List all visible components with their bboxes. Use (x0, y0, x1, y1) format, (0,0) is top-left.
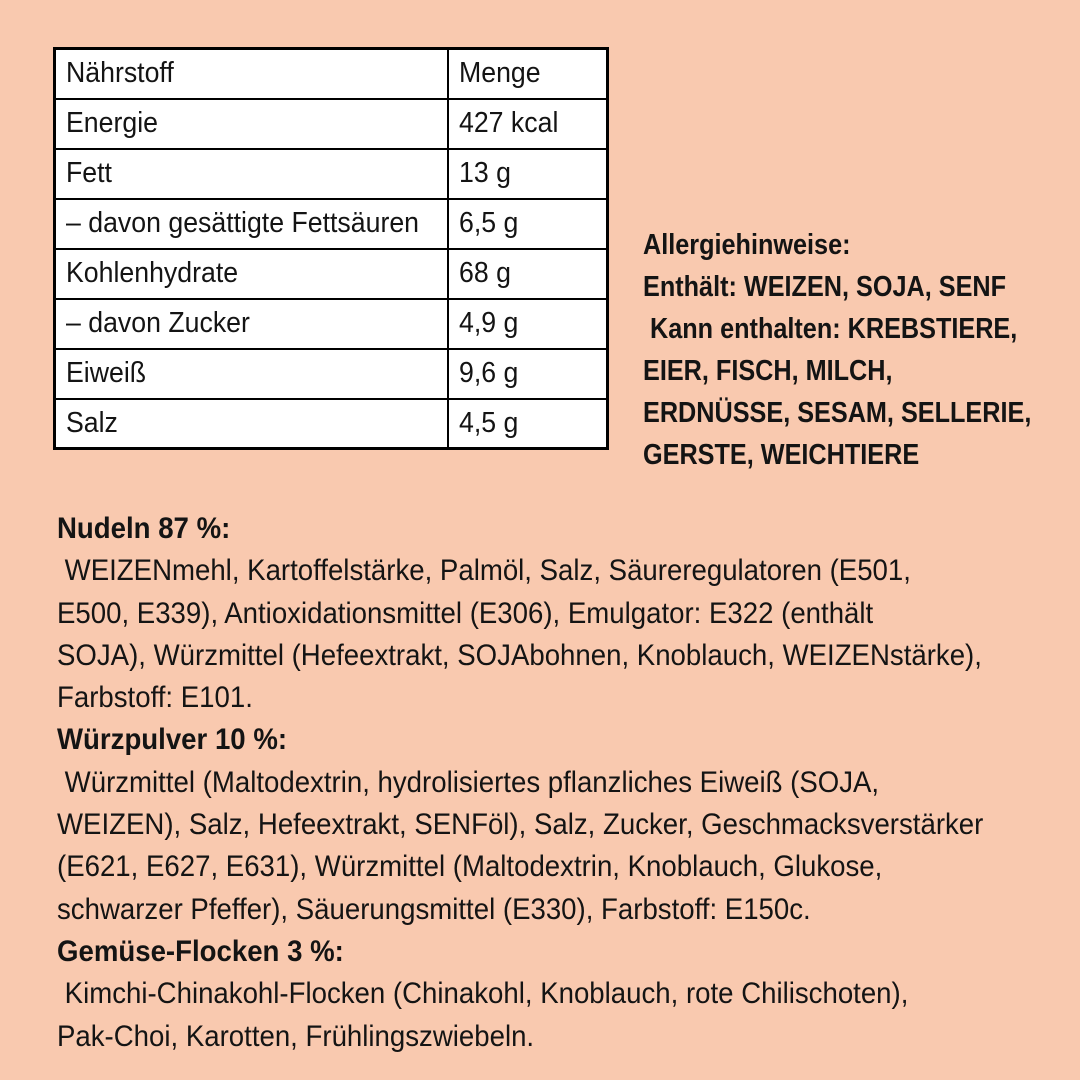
nutrient-cell (55, 349, 448, 399)
amount-cell (448, 399, 608, 449)
ingredients-list (57, 508, 1047, 1058)
ingredient-line: WEIZENmehl, Kartoffelstärke, Palmöl, Salz, Säureregulatoren (E501, (57, 554, 911, 588)
column-header-amount (448, 49, 608, 99)
nutrient-name: Eiweiß (66, 357, 147, 389)
nutrient-name: Kohlenhydrate (66, 257, 239, 289)
table-row-salz (55, 399, 608, 449)
table-header-row (55, 49, 608, 99)
ingredient-section-title-nudeln: Nudeln 87 %: (57, 512, 231, 545)
nutrient-name: – davon gesättigte Fettsäuren (66, 207, 420, 239)
amount-cell (448, 349, 608, 399)
nutrient-name: Energie (66, 107, 158, 139)
table-row-eiweiss (55, 349, 608, 399)
nutrient-cell (55, 149, 448, 199)
amount-value: 13 g (458, 157, 511, 189)
ingredient-line: Farbstoff: E101. (57, 681, 253, 715)
allergy-heading: Allergiehinweise: (643, 229, 851, 261)
table-row-fett (55, 149, 608, 199)
ingredient-line: Kimchi-Chinakohl-Flocken (Chinakohl, Knoblauch, rote Chilischoten), (57, 977, 909, 1011)
allergy-may-contain-line: ERDNÜSSE, SESAM, SELLERIE, (643, 397, 1032, 429)
ingredient-line: WEIZEN), Salz, Hefeextrakt, SENFöl), Salz, Zucker, Geschmacksverstärker (57, 808, 984, 842)
nutrient-cell (55, 399, 448, 449)
amount-value: 427 kcal (458, 107, 558, 139)
allergy-may-contain-line: Kann enthalten: KREBSTIERE, (643, 313, 1018, 345)
amount-cell (448, 249, 608, 299)
amount-value: 4,9 g (458, 307, 518, 339)
table-row-gesaettigte-fettsaeuren (55, 199, 608, 249)
nutrient-name: Salz (66, 406, 118, 439)
nutrient-name: – davon Zucker (66, 307, 250, 339)
ingredient-line: SOJA), Würzmittel (Hefeextrakt, SOJAbohnen, Knoblauch, WEIZENstärke), (57, 638, 982, 672)
amount-cell (448, 199, 608, 249)
ingredient-line: schwarzer Pfeffer), Säuerungsmittel (E330), Farbstoff: E150c. (57, 892, 811, 926)
ingredient-line: Würzmittel (Maltodextrin, hydrolisiertes pflanzliches Eiweiß (SOJA, (57, 765, 880, 799)
amount-value: 4,5 g (458, 406, 518, 439)
allergy-notice (643, 224, 1080, 476)
table-row-zucker (55, 299, 608, 349)
table-row-energie (55, 99, 608, 149)
amount-cell (448, 299, 608, 349)
nutrient-cell (55, 299, 448, 349)
column-header-nutrient (55, 49, 448, 99)
allergy-may-contain-line: GERSTE, WEICHTIERE (643, 439, 920, 471)
allergy-contains-line: Enthält: WEIZEN, SOJA, SENF (643, 271, 1007, 303)
nutrient-cell (55, 249, 448, 299)
table-row-kohlenhydrate (55, 249, 608, 299)
nutrient-cell (55, 199, 448, 249)
amount-cell (448, 99, 608, 149)
ingredient-line: E500, E339), Antioxidationsmittel (E306), Emulgator: E322 (enthält (57, 596, 874, 630)
column-header-nutrient-label: Nährstoff (66, 57, 174, 90)
ingredient-line: Pak-Choi, Karotten, Frühlingszwiebeln. (57, 1019, 535, 1053)
amount-value: 68 g (458, 257, 511, 289)
ingredient-line: (E621, E627, E631), Würzmittel (Maltodextrin, Knoblauch, Glukose, (57, 850, 883, 884)
ingredient-section-title-gemuese-flocken: Gemüse-Flocken 3 %: (57, 934, 344, 968)
allergy-may-contain-line: EIER, FISCH, MILCH, (643, 355, 893, 387)
ingredient-section-title-wuerzpulver: Würzpulver 10 %: (57, 723, 288, 757)
amount-value: 9,6 g (458, 357, 518, 389)
nutrition-table (53, 47, 609, 450)
amount-cell (448, 149, 608, 199)
amount-value: 6,5 g (458, 207, 518, 239)
nutrient-cell (55, 99, 448, 149)
nutrient-name: Fett (66, 157, 112, 189)
column-header-amount-label: Menge (458, 57, 541, 90)
